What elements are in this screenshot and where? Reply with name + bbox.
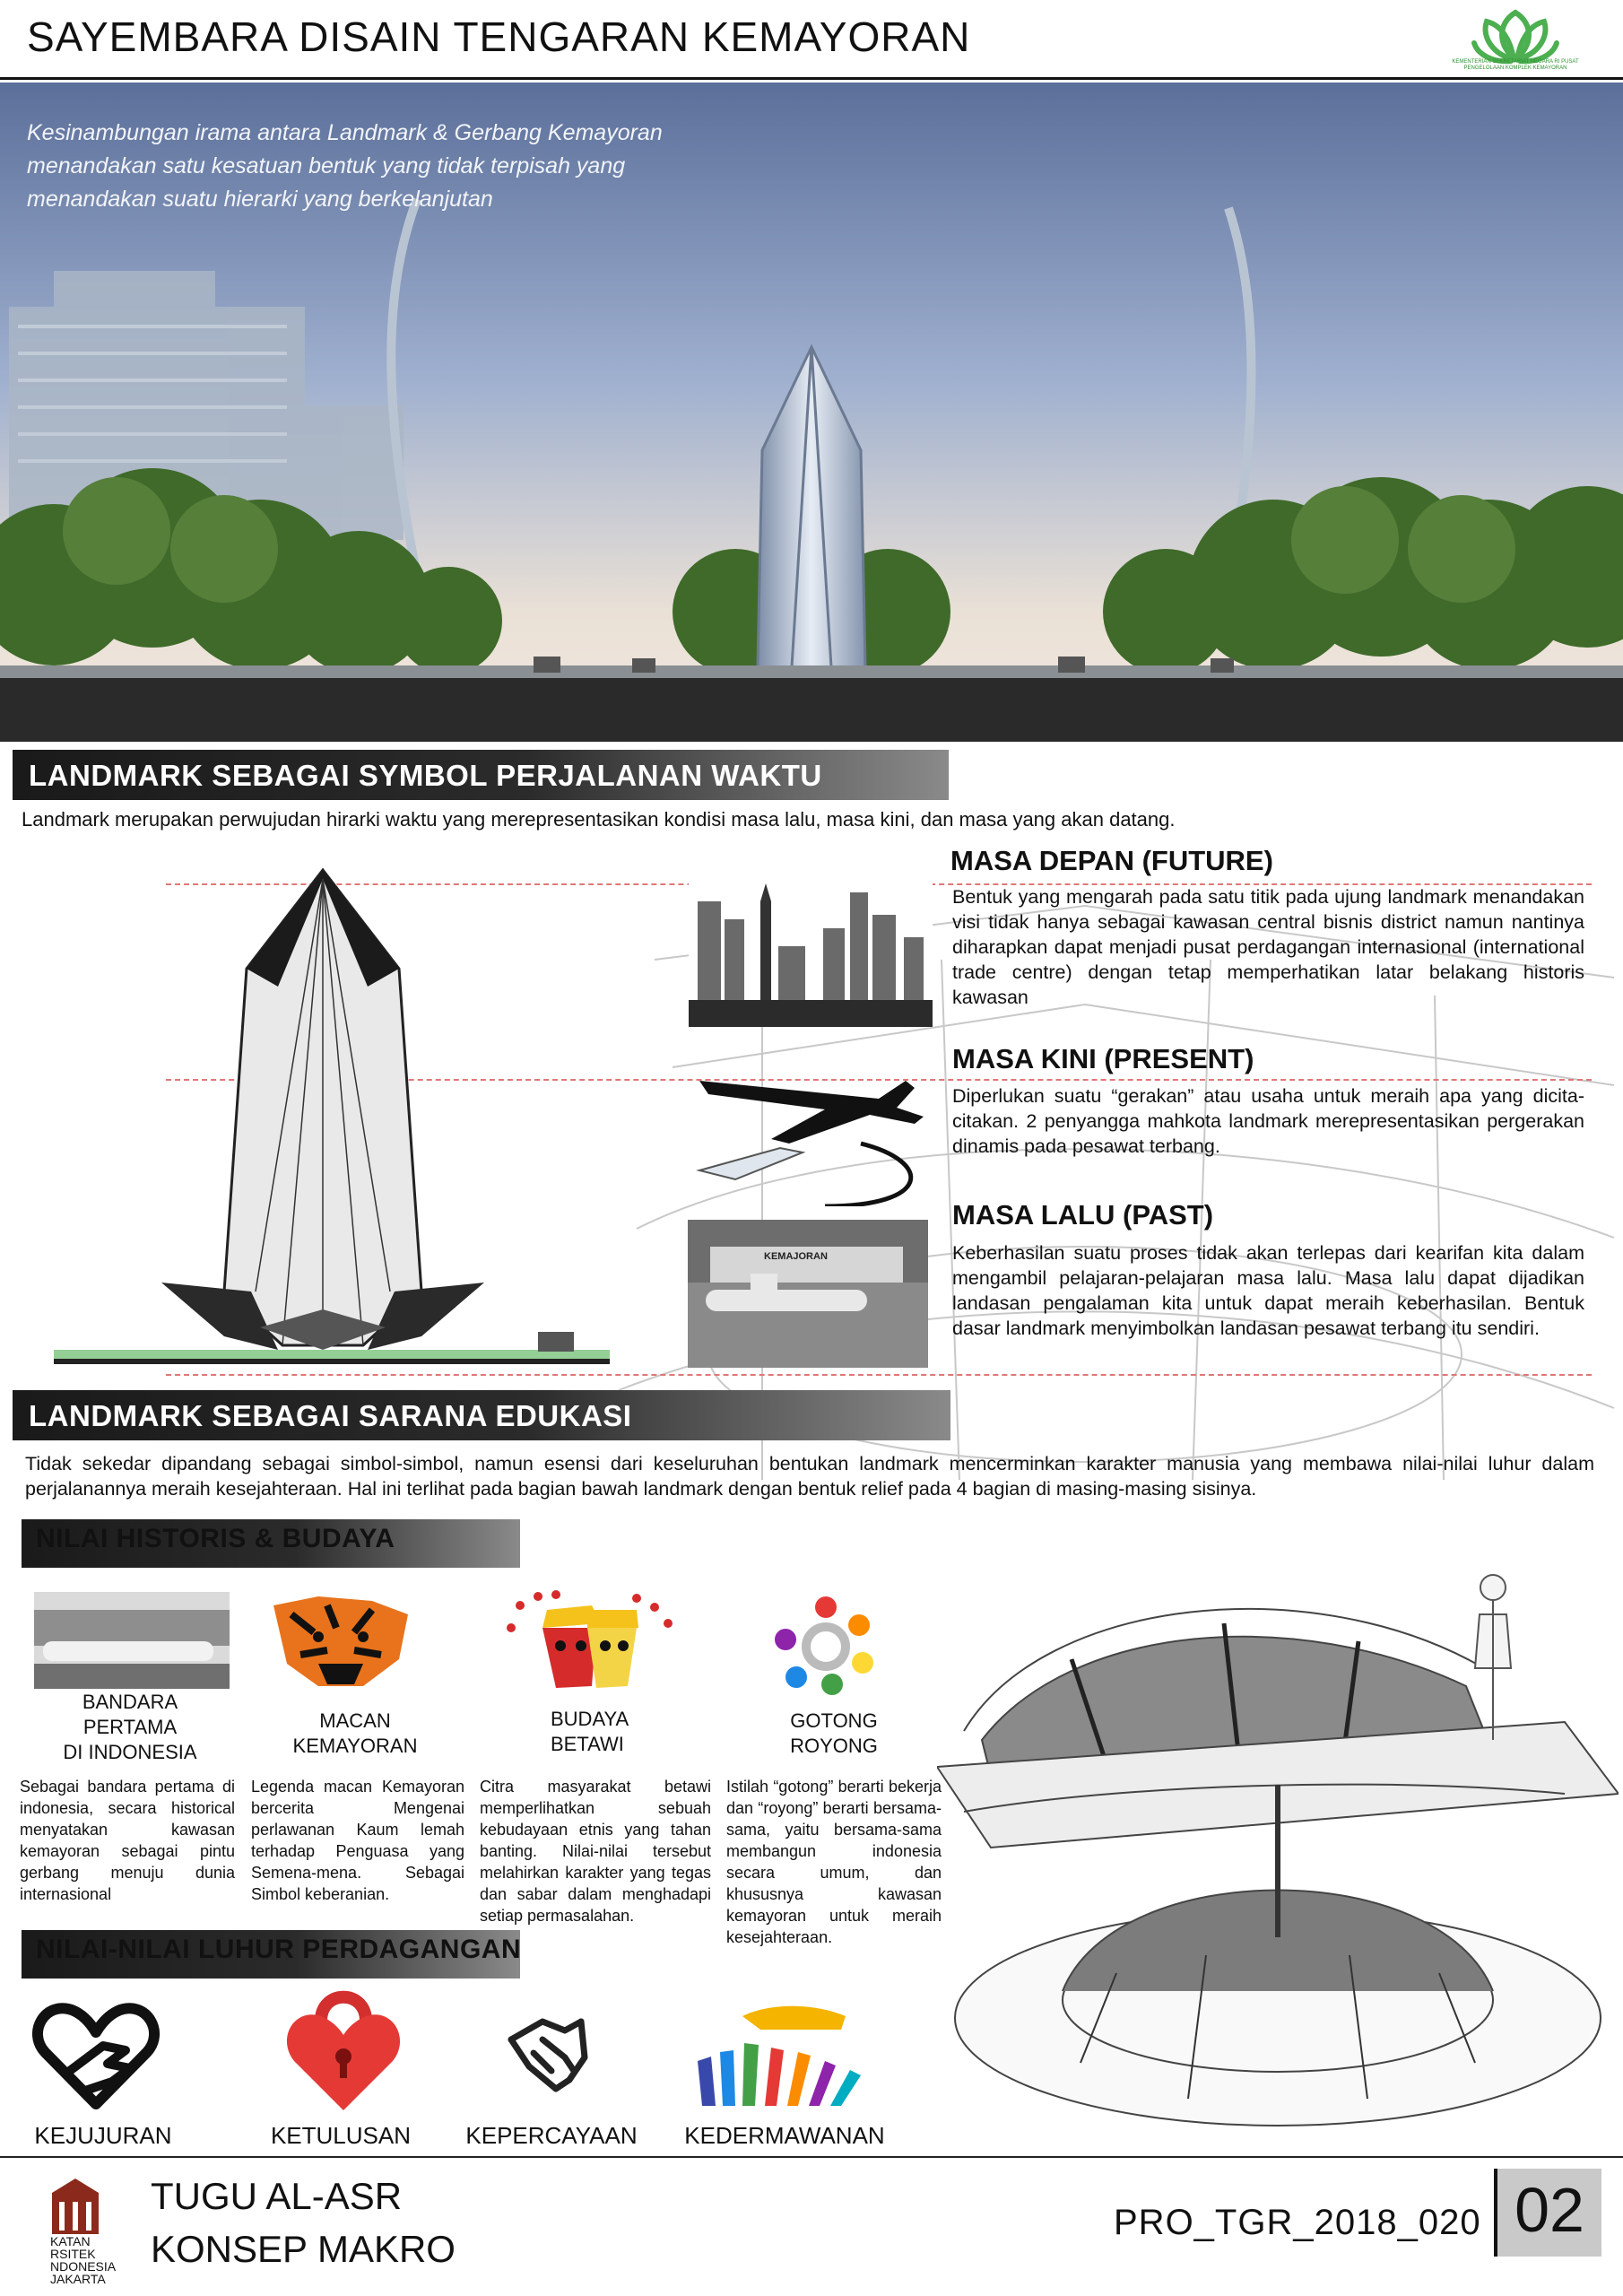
budaya-label-line: BETAWI	[551, 1733, 624, 1755]
past-heading: MASA LALU (PAST)	[952, 1199, 1214, 1231]
bandara-photo	[34, 1592, 230, 1689]
past-dashed-line	[166, 1374, 1592, 1376]
org-name-line: NDONESIA	[50, 2259, 117, 2274]
footer-divider	[0, 2156, 1623, 2158]
page-number: 02	[1494, 2169, 1601, 2257]
kepercayaan-label: KEPERCAYAAN	[465, 2122, 638, 2149]
project-code: PRO_TGR_2018_020	[1114, 2203, 1481, 2242]
giving-hands-icon	[689, 1998, 877, 2113]
gotong-label-line: GOTONG	[790, 1709, 878, 1732]
heart-hand-icon	[31, 1996, 161, 2113]
page-title: SAYEMBARA DISAIN TENGARAN KEMAYORAN	[27, 13, 971, 60]
bandara-label	[27, 1690, 233, 1765]
ketulusan-label: KETULUSAN	[270, 2122, 412, 2149]
hero-caption	[27, 117, 834, 216]
bandara-label-line: BANDARA	[82, 1691, 178, 1713]
section-intro: Landmark merupakan perwujudan hirarki waktu yang merepresentasikan kondisi masa lalu, masa kini, dan masa yang akan datang.	[22, 808, 1176, 831]
section2-text: Tidak sekedar dipandang sebagai simbol-simbol, namun esensi dari keseluruhan bentukan landmark mencerminkan karakter manusia yang membawa nilai-nilai luhur dalam perjalanannya meraih kesejahteraan. Hal ini terlihat pada bagian bawah landmark dengan bentuk relief pada 4 bagian di masing-masing sisinya.	[25, 1453, 1594, 1500]
hero-caption-line: menandakan suatu hierarki yang berkelanjutan	[27, 187, 493, 212]
future-skyline-image	[689, 865, 933, 1027]
hero-caption-line: Kesinambungan irama antara Landmark & Gerbang Kemayoran	[27, 120, 663, 145]
past-photo-sign: KEMAJORAN	[764, 1251, 828, 1262]
heart-lock-icon	[285, 1985, 402, 2115]
landmark-elevation-drawing	[54, 861, 610, 1372]
bandara-label-line: PERTAMA	[82, 1716, 178, 1738]
org-name-line: KATAN	[50, 2234, 91, 2248]
relief-perspective-sketches	[937, 1561, 1619, 2135]
org-name-line: RSITEK	[50, 2247, 96, 2261]
present-airplanes-image	[681, 1045, 950, 1206]
org-name	[50, 2235, 122, 2285]
subheading-nilai-luhur: NILAI-NILAI LUHUR PERDAGANGAN	[22, 1930, 520, 1979]
bandara-text: Sebagai bandara pertama di indonesia, secara historical menyatakan kawasan kemayoran sebagai pintu gerbang menuju dunia internasional	[20, 1778, 235, 1903]
budaya-label	[502, 1707, 681, 1757]
gotong-text: Istilah “gotong” berarti bekerja dan “royong” berarti bersama-sama, yaitu bersama-sama membangun indonesia secara umum, dan khususnya kawasan kemayoran untuk meraih kesejahteraan.	[726, 1778, 942, 1946]
tiger-head-icon	[265, 1587, 417, 1693]
macan-label-line: KEMAYORAN	[292, 1735, 418, 1757]
project-subtitle: KONSEP MAKRO	[151, 2228, 456, 2270]
budaya-text: Citra masyarakat betawi memperlihatkan sebuah kebudayaan etnis yang tahan banting. Nilai-nilai tersebut melahirkan karakter yang tegas dan sabar dalam menghadapi setiap permasalahan.	[480, 1778, 711, 1925]
macan-text: Legenda macan Kemayoran bercerita Mengenai perlawanan Kaum lemah terhadap Penguasa yang Semena-mena. Sebagai Simbol keberanian.	[251, 1778, 464, 1903]
present-text: Diperlukan suatu “gerakan” atau usaha untuk meraih apa yang dicita-citakan. 2 penyangga mahkota landmark merepresentasikan pergerakan dinamis pada pesawat terbang.	[952, 1085, 1584, 1157]
project-name: TUGU AL-ASR	[151, 2175, 403, 2217]
subheading-nilai-historis: NILAI HISTORIS & BUDAYA	[22, 1519, 520, 1568]
past-text: Keberhasilan suatu proses tidak akan terlepas dari kearifan kita dalam mengambil pelajaran-pelajaran masa lalu. Masa lalu dapat dijadikan landasan pengalaman kita untuk dapat meraih keberhasilan. Bentuk dasar landmark menyimbolkan landasan pesawat terbang itu sendiri.	[952, 1242, 1584, 1339]
ondel-ondel-masks-icon	[502, 1587, 686, 1700]
past-airport-photo	[688, 1220, 928, 1368]
section-heading-edukasi: LANDMARK SEBAGAI SARANA EDUKASI	[13, 1390, 950, 1440]
gotong-label-line: ROYONG	[790, 1735, 878, 1757]
present-heading: MASA KINI (PRESENT)	[952, 1043, 1254, 1074]
org-name-line: JAKARTA	[50, 2272, 106, 2286]
header-divider	[0, 77, 1623, 80]
future-heading: MASA DEPAN (FUTURE)	[950, 845, 1273, 876]
macan-label-line: MACAN	[319, 1709, 391, 1732]
section-heading-waktu: LANDMARK SEBAGAI SYMBOL PERJALANAN WAKTU	[13, 750, 949, 800]
future-text: Bentuk yang mengarah pada satu titik pada ujung landmark menandakan visi tidak hanya sebagai kawasan central bisnis district namun nantinya diharapkan dapat menjadi pusat perdagangan internasional (international trade centre) dengan tetap memperhatikan latar belakang historis kawasan	[952, 886, 1584, 1008]
kejujuran-label: KEJUJURAN	[34, 2122, 172, 2149]
gotong-royong-circle-icon	[773, 1595, 879, 1695]
kedermawanan-label: KEDERMAWANAN	[684, 2122, 885, 2149]
hero-caption-line: menandakan satu kesatuan bentuk yang tidak terpisah yang	[27, 153, 626, 178]
handshake-icon	[502, 2004, 590, 2104]
bandara-label-line: DI INDONESIA	[63, 1741, 197, 1763]
budaya-label-line: BUDAYA	[551, 1708, 629, 1730]
gotong-label	[744, 1709, 924, 1759]
logo-caption: KEMENTERIAN SEKRETARIAT NEGARA RI PUSAT PENGELOLAAN KOMPLEK KEMAYORAN	[1452, 59, 1579, 71]
iai-logo-icon	[43, 2175, 108, 2238]
macan-label	[256, 1709, 454, 1759]
